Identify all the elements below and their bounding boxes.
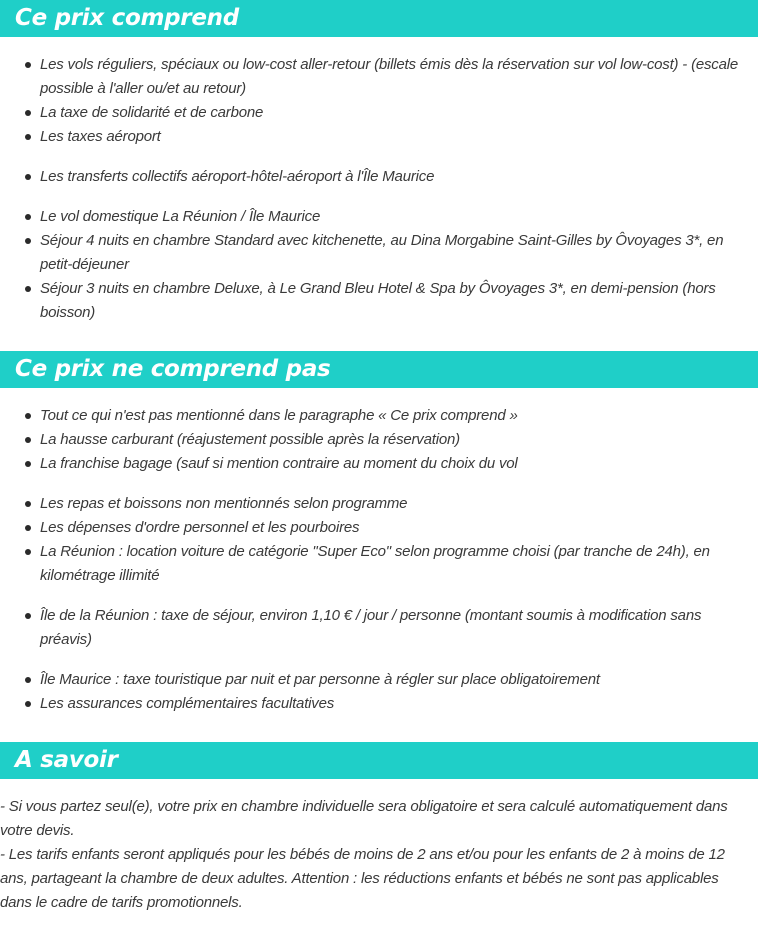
list-item: La taxe de solidarité et de carbone: [0, 101, 758, 125]
list-item: Les assurances complémentaires facultatives: [0, 692, 758, 716]
a-savoir-text: [0, 795, 754, 915]
a-savoir-paragraph: - Si vous partez seul(e), votre prix en chambre individuelle sera obligatoire et sera calculé automatiquement dans votre devis.: [0, 798, 728, 839]
list-item: La Réunion : location voiture de catégorie "Super Eco" selon programme choisi (par tranche de 24h), en kilométrage illimité: [0, 540, 758, 588]
section-title-ce-prix-comprend: Ce prix comprend: [0, 0, 758, 37]
list-item: Le vol domestique La Réunion / Île Maurice: [0, 205, 758, 229]
a-savoir-paragraph: - Les tarifs enfants seront appliqués pour les bébés de moins de 2 ans et/ou pour les enfants de 2 à moins de 12 ans, partageant la chambre de deux adultes. Attention : les réductions enfants et bébés ne sont pas applicables dans le cadre de tarifs promotionnels.: [0, 846, 725, 911]
list-item: La hausse carburant (réajustement possible après la réservation): [0, 428, 758, 452]
section-title-a-savoir: A savoir: [0, 742, 758, 779]
excluded-list: [0, 404, 758, 716]
list-item: Séjour 3 nuits en chambre Deluxe, à Le Grand Bleu Hotel & Spa by Ôvoyages 3*, en demi-pension (hors boisson): [0, 277, 758, 325]
section-title-ce-prix-ne-comprend-pas: Ce prix ne comprend pas: [0, 351, 758, 388]
included-list: [0, 53, 758, 325]
list-item: Les transferts collectifs aéroport-hôtel-aéroport à l'Île Maurice: [0, 165, 758, 189]
list-item: Les dépenses d'ordre personnel et les pourboires: [0, 516, 758, 540]
list-item: Île de la Réunion : taxe de séjour, environ 1,10 € / jour / personne (montant soumis à modification sans préavis): [0, 604, 758, 652]
list-item: La franchise bagage (sauf si mention contraire au moment du choix du vol: [0, 452, 758, 476]
list-item: Les repas et boissons non mentionnés selon programme: [0, 492, 758, 516]
list-item: Tout ce qui n'est pas mentionné dans le paragraphe « Ce prix comprend »: [0, 404, 758, 428]
list-item: Île Maurice : taxe touristique par nuit et par personne à régler sur place obligatoirement: [0, 668, 758, 692]
list-item: Les vols réguliers, spéciaux ou low-cost aller-retour (billets émis dès la réservation sur vol low-cost) - (escale possible à l'aller ou/et au retour): [0, 53, 758, 101]
list-item: Séjour 4 nuits en chambre Standard avec kitchenette, au Dina Morgabine Saint-Gilles by Ôvoyages 3*, en petit-déjeuner: [0, 229, 758, 277]
list-item: Les taxes aéroport: [0, 125, 758, 149]
